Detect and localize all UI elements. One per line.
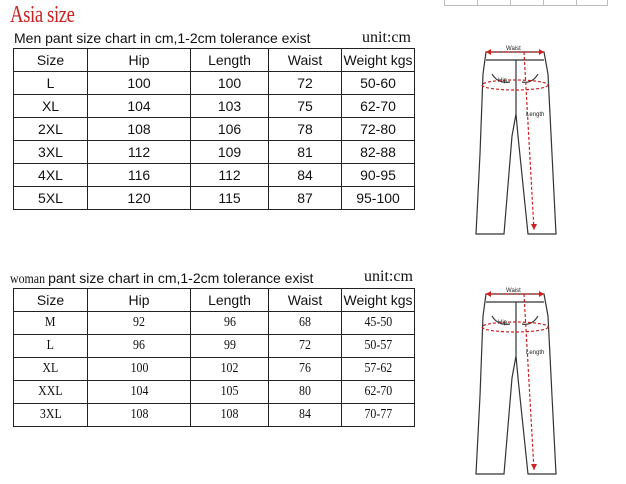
table-cell: 108: [88, 118, 191, 141]
table-cell: 87: [269, 187, 342, 210]
table-cell: 92: [88, 312, 191, 335]
women-pants-diagram: [466, 286, 566, 478]
men-length-label: Length: [526, 112, 545, 118]
table-cell: 112: [191, 164, 269, 187]
women-heading-lead: woman: [10, 272, 46, 287]
table-cell: 109: [191, 141, 269, 164]
table-cell: 115: [191, 187, 269, 210]
table-cell: 96: [88, 335, 191, 358]
page-title: Asia size: [10, 2, 75, 28]
column-header: Size: [14, 49, 88, 72]
table-header-row: [14, 289, 415, 312]
men-hip-label: Hip: [498, 78, 508, 84]
women-waist-label: Waist: [506, 288, 521, 294]
table-cell: 95-100: [342, 187, 415, 210]
table-cell: 90-95: [342, 164, 415, 187]
table-cell: 84: [269, 404, 342, 427]
table-cell: 84: [269, 164, 342, 187]
table-cell: 2XL: [14, 118, 88, 141]
women-size-table: [13, 288, 415, 427]
men-unit-wrap: [362, 29, 411, 47]
table-row: [14, 141, 415, 164]
table-cell: 105: [191, 381, 269, 404]
table-cell: L: [14, 72, 88, 95]
table-row: [14, 358, 415, 381]
table-cell: 3XL: [14, 404, 88, 427]
table-cell: 103: [191, 95, 269, 118]
column-header: Waist: [269, 49, 342, 72]
table-cell: 4XL: [14, 164, 88, 187]
table-row: [14, 404, 415, 427]
women-length-label: Length: [526, 350, 545, 356]
table-cell: 76: [269, 358, 342, 381]
table-header-row: [14, 49, 415, 72]
men-chart-heading: [14, 30, 310, 46]
table-cell: 82-88: [342, 141, 415, 164]
men-waist-label: Waist: [506, 46, 521, 52]
column-header: Waist: [269, 289, 342, 312]
men-size-table: [13, 48, 415, 210]
table-row: [14, 335, 415, 358]
column-header: Size: [14, 289, 88, 312]
women-chart-heading: [10, 270, 313, 288]
column-header: Length: [191, 289, 269, 312]
men-unit-label: unit:cm: [362, 29, 411, 46]
table-cell: 104: [88, 381, 191, 404]
table-cell: 62-70: [342, 95, 415, 118]
column-header: Hip: [88, 289, 191, 312]
table-cell: XL: [14, 358, 88, 381]
men-pants-diagram: [466, 44, 566, 240]
table-cell: 80: [269, 381, 342, 404]
table-row: [14, 118, 415, 141]
table-cell: 104: [88, 95, 191, 118]
table-cell: XL: [14, 95, 88, 118]
column-header: Weight kgs: [342, 289, 415, 312]
table-cell: 50-57: [342, 335, 415, 358]
table-cell: 120: [88, 187, 191, 210]
table-row: [14, 164, 415, 187]
table-cell: 62-70: [342, 381, 415, 404]
table-cell: 106: [191, 118, 269, 141]
men-heading-text: Men pant size chart in cm,1-2cm tolerance exist: [14, 30, 311, 46]
table-cell: 96: [191, 312, 269, 335]
table-cell: 72-80: [342, 118, 415, 141]
table-cell: 78: [269, 118, 342, 141]
table-cell: M: [14, 312, 88, 335]
partial-table-edge: [444, 0, 608, 6]
women-unit-wrap: [364, 268, 413, 286]
table-cell: L: [14, 335, 88, 358]
table-cell: 102: [191, 358, 269, 381]
women-unit-label: unit:cm: [364, 268, 413, 285]
table-cell: 99: [191, 335, 269, 358]
table-cell: 108: [88, 404, 191, 427]
table-row: [14, 381, 415, 404]
table-cell: 100: [88, 358, 191, 381]
table-cell: 72: [269, 335, 342, 358]
women-hip-label: Hip: [498, 320, 508, 326]
column-header: Hip: [88, 49, 191, 72]
table-cell: 72: [269, 72, 342, 95]
table-cell: 75: [269, 95, 342, 118]
table-cell: 70-77: [342, 404, 415, 427]
table-cell: 68: [269, 312, 342, 335]
table-row: [14, 187, 415, 210]
table-cell: 3XL: [14, 141, 88, 164]
table-cell: 116: [88, 164, 191, 187]
table-cell: 81: [269, 141, 342, 164]
table-row: [14, 95, 415, 118]
table-cell: 100: [191, 72, 269, 95]
table-row: [14, 72, 415, 95]
table-cell: 5XL: [14, 187, 88, 210]
column-header: Length: [191, 49, 269, 72]
table-cell: XXL: [14, 381, 88, 404]
women-heading-text: pant size chart in cm,1-2cm tolerance exist: [44, 270, 314, 286]
table-cell: 50-60: [342, 72, 415, 95]
table-cell: 112: [88, 141, 191, 164]
table-cell: 108: [191, 404, 269, 427]
column-header: Weight kgs: [342, 49, 415, 72]
table-cell: 100: [88, 72, 191, 95]
table-row: [14, 312, 415, 335]
table-cell: 57-62: [342, 358, 415, 381]
table-cell: 45-50: [342, 312, 415, 335]
